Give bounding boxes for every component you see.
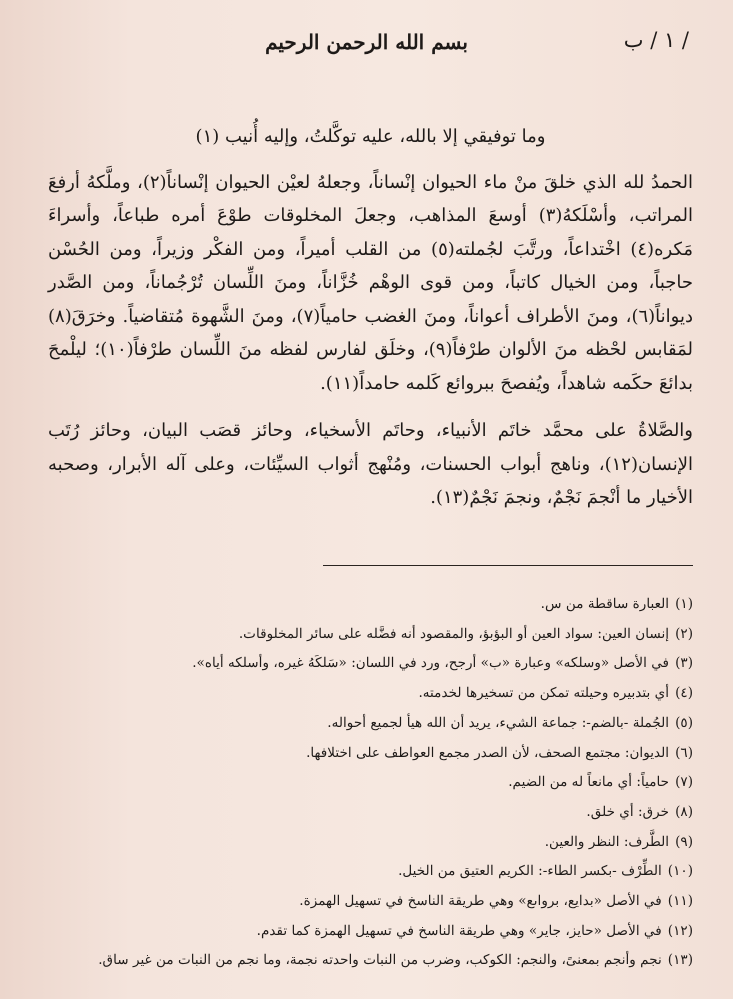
footnote-text: في الأصل «وسلكه» وعبارة «ب» أرجح، ورد في اللسان: «سَلكَهُ غيره، وأسلكه أياه». — [192, 655, 670, 672]
footnote-text: الجُملة -بالضم-: جماعة الشيء، يريد أن الله هيأ لجميع أحواله. — [327, 714, 670, 731]
footnote-text: خرق: أي خلق. — [586, 803, 670, 820]
footnote-number: (١٢) — [667, 922, 693, 939]
footnote-number: (٨) — [675, 803, 693, 820]
footnote-text: الطَّرف: النظر والعين. — [544, 833, 670, 850]
folio-marker: / ١ / ب — [623, 28, 689, 52]
main-text — [48, 120, 693, 529]
footnote — [52, 768, 693, 798]
footnote-text: في الأصل «حايز، جاير» وهي طريقة الناسخ في تسهيل الهمزة كما تقدم. — [256, 922, 662, 939]
intro-line: وما توفيقي إلا بالله، عليه توكَّلتُ، وإليه أُنيب (١) — [195, 126, 546, 147]
footnote-text: أي بتدبيره وحيلته تمكن من تسخيرها لخدمته. — [418, 685, 670, 702]
footnote-text: الطِّرْف -بكسر الطاء-: الكريم العتيق من الخيل. — [398, 863, 662, 880]
footnotes — [52, 590, 693, 976]
footnote-number: (٤) — [675, 685, 693, 702]
footnote-text: العبارة ساقطة من س. — [540, 596, 670, 612]
footnote-text: نجم وأنجم بمعنىً، والنجم: الكوكب، وضرب من النبات واحدته نجمة، وما نجم من النبات من غير ساق. — [98, 952, 662, 969]
footnote — [52, 679, 693, 709]
footnote — [52, 739, 693, 769]
footnote — [52, 798, 693, 828]
footnote — [52, 649, 693, 679]
footnote-number: (٧) — [675, 774, 693, 791]
footnote-number: (٢) — [675, 625, 693, 642]
footnote-number: (٥) — [675, 714, 693, 731]
footnote-number: (٩) — [675, 833, 693, 850]
footnote — [52, 857, 693, 887]
footnote-text: في الأصل «بدايع، برواىع» وهي طريقة الناسخ في تسهيل الهمزة. — [299, 893, 662, 910]
footnote-number: (٦) — [675, 744, 693, 761]
footnote — [52, 917, 693, 947]
footnote-number: (٣) — [675, 655, 693, 672]
footnote — [52, 828, 693, 858]
footnote-number: (١١) — [667, 893, 693, 910]
footnote-text: الديوان: مجتمع الصحف، لأن الصدر مجمع العواطف على اختلافها. — [306, 744, 670, 761]
footnote-number: (١٣) — [667, 952, 693, 969]
footnote — [52, 620, 693, 650]
footnote-divider — [323, 565, 693, 566]
footnote — [52, 887, 693, 917]
footnote — [52, 946, 693, 976]
footnote-number: (١٠) — [667, 863, 693, 880]
footnote — [52, 590, 693, 620]
footnote-text: حامياً: أي مانعاً له من الضيم. — [508, 774, 670, 791]
basmala-heading: بسم الله الرحمن الرحيم — [265, 30, 468, 54]
page-header — [40, 26, 693, 66]
paragraph: والصَّلاةُ على محمَّد خاتَم الأنبياء، وحاتَم الأسخياء، وحائز قصَب البيان، وحائز رُتَب الإنسان(١٢)، وناهج أبواب الحسنات، ومُنْهج أثواب السيِّئات، وعلى آله الأبرار، وصحبه الأخيار ما أنْجمَ نَجْمٌ، ونجمَ نَجْمٌ(١٣). — [48, 420, 693, 508]
paragraph: الحمدُ لله الذي خلقَ منْ ماء الحيوان إنْساناً، وجعلهُ لعيْن الحيوان إنْساناً(٢)، وملَّكهُ أرفعَ المراتب، وأسْلَكهُ(٣) أوسعَ المذاهب، وجعلَ المخلوقات طوْعَ أمره طباعاً، وأسراءَ مَكره(٤) اخْتداعاً، ورتَّبَ لجُملته(٥) من القلب أميراً، ومن الفكْر وزيراً، ومن الحُسْن حاجباً، ومن الخيال كاتباً، ومن قوى الوهْم خُزَّاناً، ومنَ اللِّسان تُرْجُماناً، ومن الصَّدر ديواناً(٦)، ومنَ الأطراف أعواناً، ومنَ الغضب حامياً(٧)، ومنَ الشَّهوة مُتقاضياً. وخرَقَ(٨) لمَقابس لحْظه منَ الألوان طرْفاً(٩)، وخلَق لفارس لفظه منَ اللِّسان طرْفاً(١٠)؛ ليلْمحَ بدائعَ حكَمه شاهداً، ويُفصحَ ببروائع كَلمه حامداً(١١). — [48, 171, 694, 394]
footnote-number: (١) — [675, 596, 693, 612]
footnote — [52, 709, 693, 739]
footnote-text: إنسان العين: سواد العين أو البؤبؤ، والمقصود أنه فضَّله على سائر المخلوقات. — [238, 625, 670, 642]
